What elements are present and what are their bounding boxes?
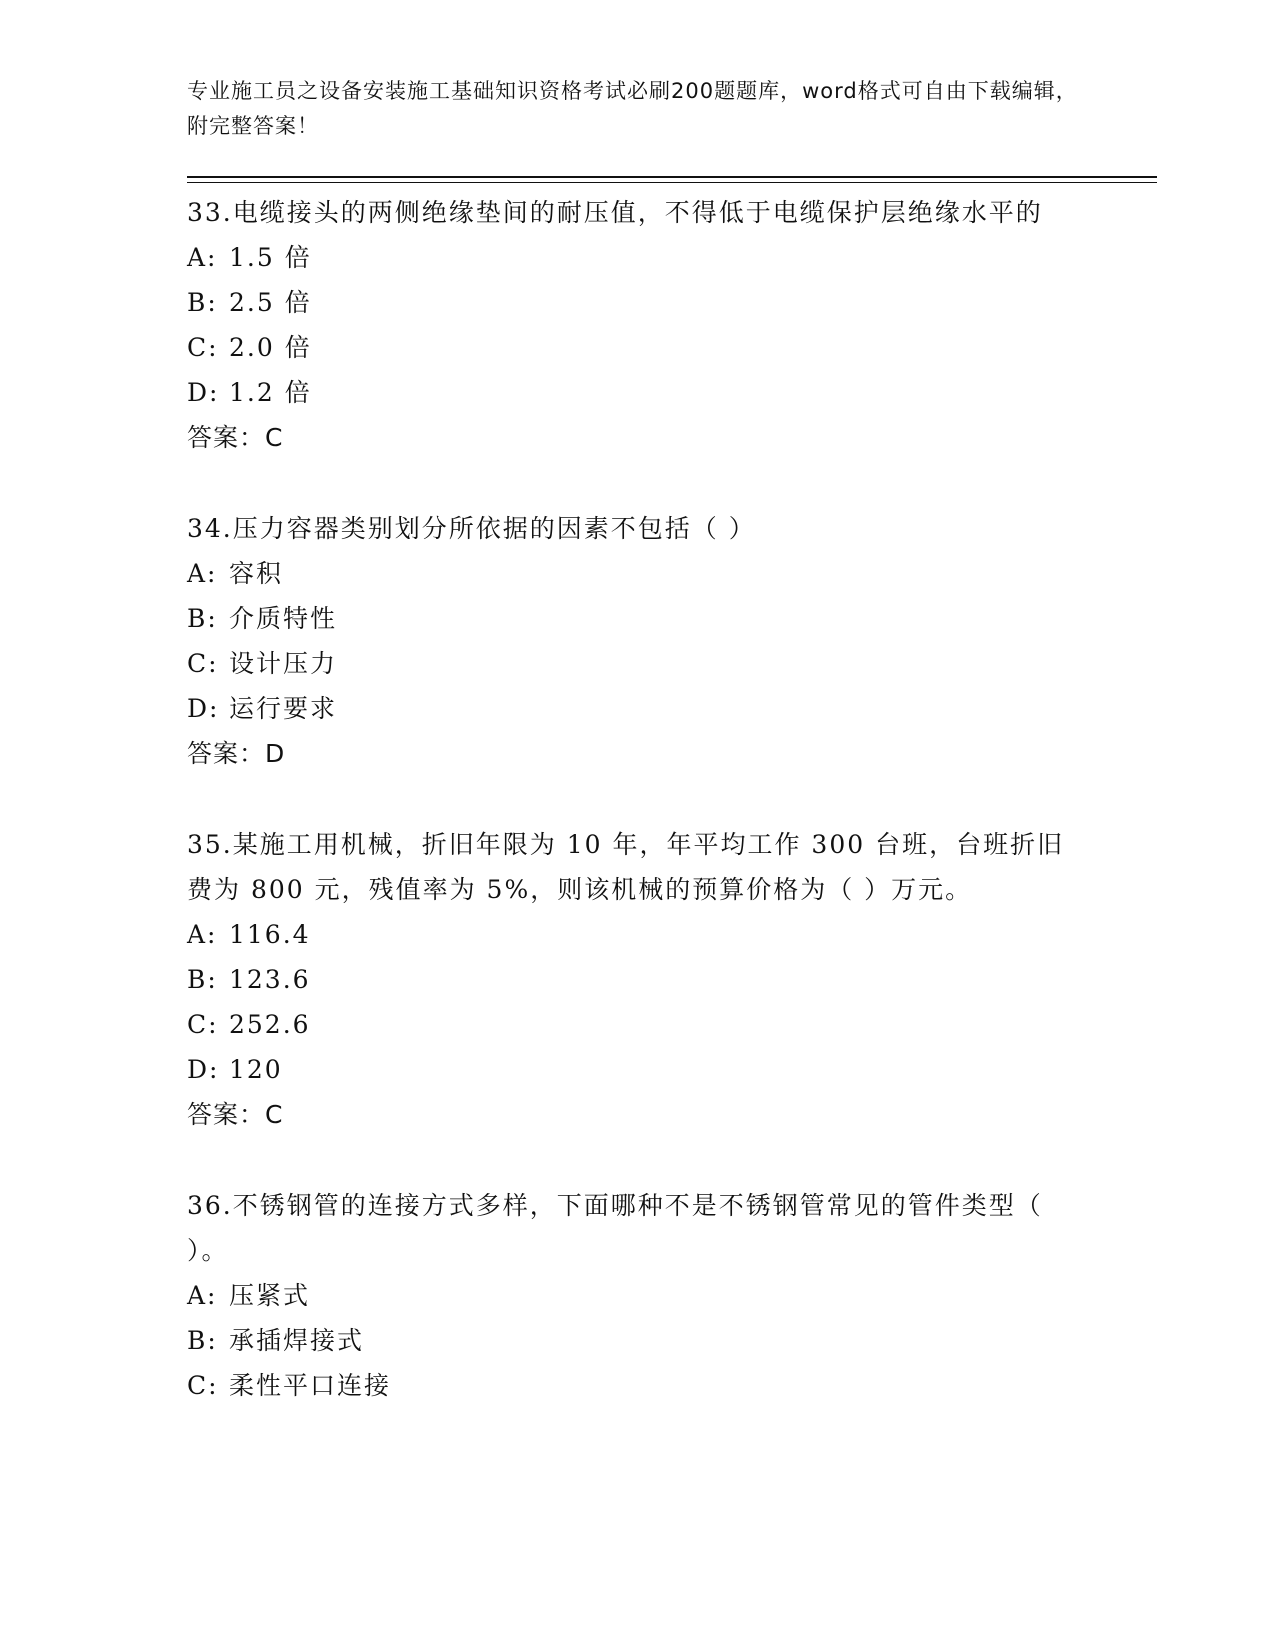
header-divider-thick: [187, 176, 1157, 178]
option-letter: D:: [187, 694, 220, 723]
option-d: [187, 370, 1087, 415]
option-letter: A:: [187, 559, 218, 588]
option-c: [187, 325, 1087, 370]
option-c: [187, 1002, 1087, 1047]
option-letter: A:: [187, 1281, 218, 1310]
document-header: 专业施工员之设备安装施工基础知识资格考试必刷200题题库，word格式可自由下载编辑，附完整答案！: [187, 79, 1078, 138]
option-letter: C:: [187, 649, 219, 678]
option-c: [187, 1363, 1087, 1408]
option-letter: B:: [187, 604, 218, 633]
question-33: [187, 190, 1087, 460]
option-letter: C:: [187, 333, 219, 362]
option-text: 柔性平口连接: [229, 1371, 392, 1400]
question-spacer: [187, 776, 1087, 822]
option-b: [187, 280, 1087, 325]
question-stem: 34.压力容器类别划分所依据的因素不包括（ ）: [187, 514, 756, 543]
question-stem: 33.电缆接头的两侧绝缘垫间的耐压值，不得低于电缆保护层绝缘水平的: [187, 198, 1043, 227]
option-text: 介质特性: [229, 604, 338, 633]
option-text: 1.2 倍: [229, 378, 312, 407]
question-stem: 36.不锈钢管的连接方式多样，下面哪种不是不锈钢管常见的管件类型（ ）。: [187, 1191, 1043, 1265]
option-letter: A:: [187, 920, 218, 949]
option-text: 设计压力: [229, 649, 338, 678]
option-text: 1.5 倍: [229, 243, 312, 272]
option-a: [187, 551, 1087, 596]
option-b: [187, 1318, 1087, 1363]
answer-line: 答案：C: [187, 1100, 284, 1129]
option-text: 容积: [229, 559, 284, 588]
option-letter: B:: [187, 965, 218, 994]
option-b: [187, 957, 1087, 1002]
option-text: 120: [229, 1055, 283, 1084]
option-b: [187, 596, 1087, 641]
option-letter: D:: [187, 1055, 220, 1084]
option-a: [187, 1273, 1087, 1318]
header-divider-thin: [187, 182, 1157, 183]
option-letter: B:: [187, 1326, 218, 1355]
question-spacer: [187, 460, 1087, 506]
option-text: 123.6: [229, 965, 311, 994]
question-spacer: [187, 1137, 1087, 1183]
option-text: 252.6: [229, 1010, 311, 1039]
option-text: 2.5 倍: [229, 288, 312, 317]
question-35: [187, 822, 1087, 1137]
option-d: [187, 1047, 1087, 1092]
option-a: [187, 912, 1087, 957]
option-text: 2.0 倍: [229, 333, 312, 362]
option-letter: A:: [187, 243, 218, 272]
option-letter: B:: [187, 288, 218, 317]
option-d: [187, 686, 1087, 731]
question-list: [187, 190, 1087, 1408]
option-text: 承插焊接式: [229, 1326, 365, 1355]
option-c: [187, 641, 1087, 686]
question-stem: 35.某施工用机械，折旧年限为 10 年，年平均工作 300 台班，台班折旧费为 800 元，残值率为 5%，则该机械的预算价格为（ ）万元。: [187, 830, 1065, 904]
answer-line: 答案：C: [187, 423, 284, 452]
option-letter: C:: [187, 1371, 219, 1400]
option-letter: D:: [187, 378, 220, 407]
option-text: 压紧式: [229, 1281, 311, 1310]
option-a: [187, 235, 1087, 280]
question-34: [187, 506, 1087, 776]
option-letter: C:: [187, 1010, 219, 1039]
option-text: 运行要求: [229, 694, 338, 723]
question-36: [187, 1183, 1087, 1408]
option-text: 116.4: [229, 920, 311, 949]
answer-line: 答案：D: [187, 739, 286, 768]
